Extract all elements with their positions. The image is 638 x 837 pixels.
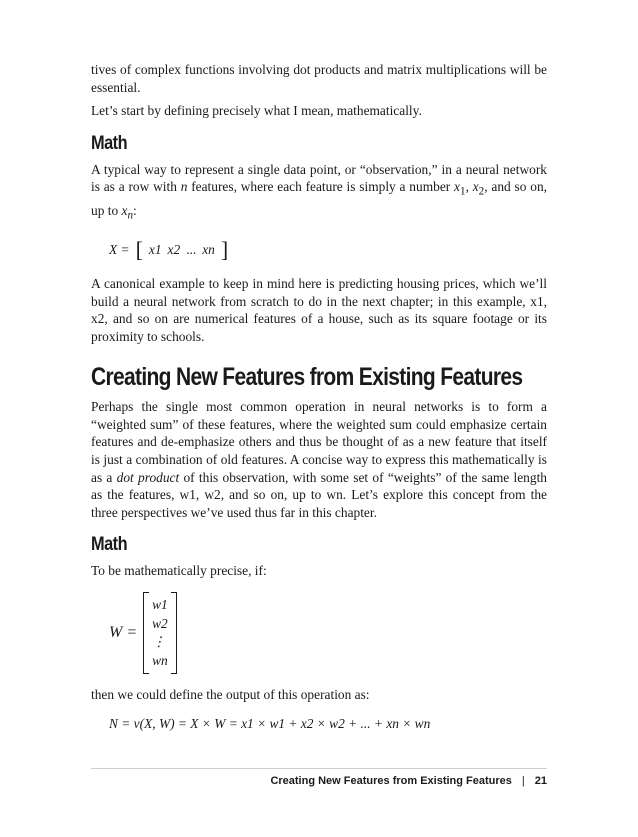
paragraph-lets-start: Let’s start by defining precisely what I mean, mathematically. (91, 103, 422, 119)
page-content (91, 61, 547, 744)
equation-x-item: x2 (167, 241, 181, 257)
paragraph-weighted-sum: Perhaps the single most common operation in neural networks is to form a “weighted sum” of these features, where the weighted sum could emphasize certain features and de-emphasize others and thus be thought of as a new feature that itself is just a combination of old features. A concise way to express this mathematically is as a dot product of this observation, with some set of “weights” of the same length as the features, w1, w2, and so on, up to wn. Let’s explore this concept from the three perspectives we’ve used thus far in this chapter. (91, 399, 547, 520)
matrix-entry: w1 (152, 597, 168, 613)
equation-x-lhs: X = (109, 241, 130, 257)
weight-column-vector (143, 592, 177, 674)
paragraph-precise: To be mathematically precise, if: (91, 563, 267, 579)
matrix-entry: ⋮ (152, 634, 166, 650)
equation-x-item: x1 (148, 241, 162, 257)
equation-x-item: xn (202, 241, 215, 257)
matrix-entry: w2 (152, 615, 168, 631)
heading-creating-new-features: Creating New Features from Existing Features (91, 363, 523, 392)
equation-x-row: X = [ x1 x2 ... xn ] (109, 236, 229, 262)
paragraph-representation: A typical way to represent a single data point, or “observation,” in a neural network is as a row with n features, where each feature is simply a number $x_1$, $x_2$, and so on, up to $x_n$: (91, 161, 547, 222)
equation-w-matrix (109, 592, 547, 674)
page-footer: Creating New Features from Existing Features | 21 (91, 768, 547, 787)
equation-w-lhs: W = (109, 624, 138, 642)
equation-dot-product: N = ν(X, W) = X × W = x1 × w1 + x2 × w2 + ... + xn × wn (109, 715, 431, 731)
paragraph-define-output: then we could define the output of this operation as: (91, 687, 370, 703)
heading-math-2: Math (91, 534, 128, 556)
paragraph-intro: tives of complex functions involving dot products and matrix multiplications will be essential. (91, 62, 547, 95)
heading-math-1: Math (91, 132, 128, 154)
page-number: 21 (534, 775, 547, 787)
footer-section-title: Creating New Features from Existing Features (270, 775, 512, 787)
paragraph-housing-example: A canonical example to keep in mind here is predicting housing prices, which we’ll build a neural network from scratch to do in the next chapter; in this example, x1, x2, and so on are numerical features of a house, such as its square footage or its proximity to schools. (91, 275, 547, 344)
equation-x-item: ... (186, 241, 197, 257)
matrix-entry: wn (152, 652, 168, 668)
